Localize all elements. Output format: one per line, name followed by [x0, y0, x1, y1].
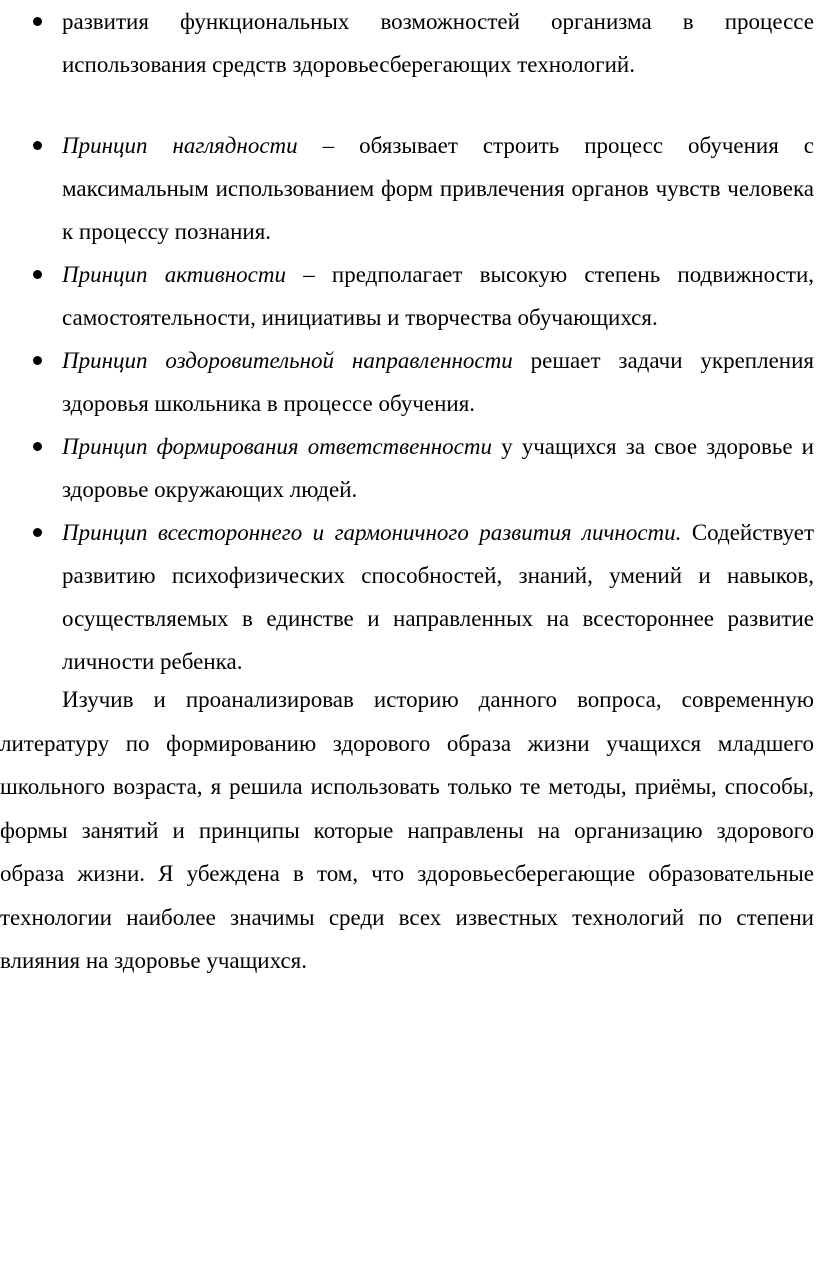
principle-label: Принцип оздоровительной направленности	[62, 348, 513, 373]
principle-text: у учащихся за свое здоровье и здоровье окружающих людей.	[62, 434, 814, 502]
list-item	[0, 0, 816, 86]
principle-text: – предполагает высокую степень подвижности, самостоятельности, инициативы и творчества обучающихся.	[62, 262, 814, 330]
list-item	[0, 124, 816, 253]
bullet-list-top	[0, 0, 816, 86]
principles-list	[0, 124, 816, 683]
bullet-icon	[33, 270, 42, 279]
principle-label: Принцип наглядности	[62, 133, 298, 158]
list-item	[0, 511, 816, 683]
list-item	[0, 425, 816, 511]
bullet-icon	[33, 528, 42, 537]
bullet-icon	[33, 356, 42, 365]
conclusion-paragraph: Изучив и проанализировав историю данного вопроса, современную литературу по формированию здорового образа жизни учащихся младшего школьного возраста, я решила использовать только те методы, приёмы, способы, формы занятий и принципы которые направлены на организацию здорового образа жизни. Я убеждена в том, что здоровьесберегающие образовательные технологии наиболее значимы среди всех известных технологий по степени влияния на здоровье учащихся.	[0, 687, 814, 973]
principle-text: развития функциональных возможностей организма в процессе использования средств здоровьесберегающих технологий.	[62, 9, 814, 77]
principle-text: – обязывает строить процесс обучения с максимальным использованием форм привлечения органов чувств человека к процессу познания.	[62, 133, 815, 244]
list-item	[0, 339, 816, 425]
principle-text: Содействует развитию психофизических способностей, знаний, умений и навыков, осуществляемых в единстве и направленных на всестороннее развитие личности ребенка.	[62, 520, 815, 674]
bullet-icon	[33, 442, 42, 451]
principle-label: Принцип всестороннего и гармоничного развития личности.	[62, 520, 682, 545]
bullet-icon	[33, 17, 42, 26]
bullet-icon	[33, 141, 42, 150]
principle-text: решает задачи укрепления здоровья школьника в процессе обучения.	[62, 348, 814, 416]
principle-label: Принцип формирования ответственности	[62, 434, 492, 459]
list-item	[0, 253, 816, 339]
principle-label: Принцип активности	[62, 262, 287, 287]
